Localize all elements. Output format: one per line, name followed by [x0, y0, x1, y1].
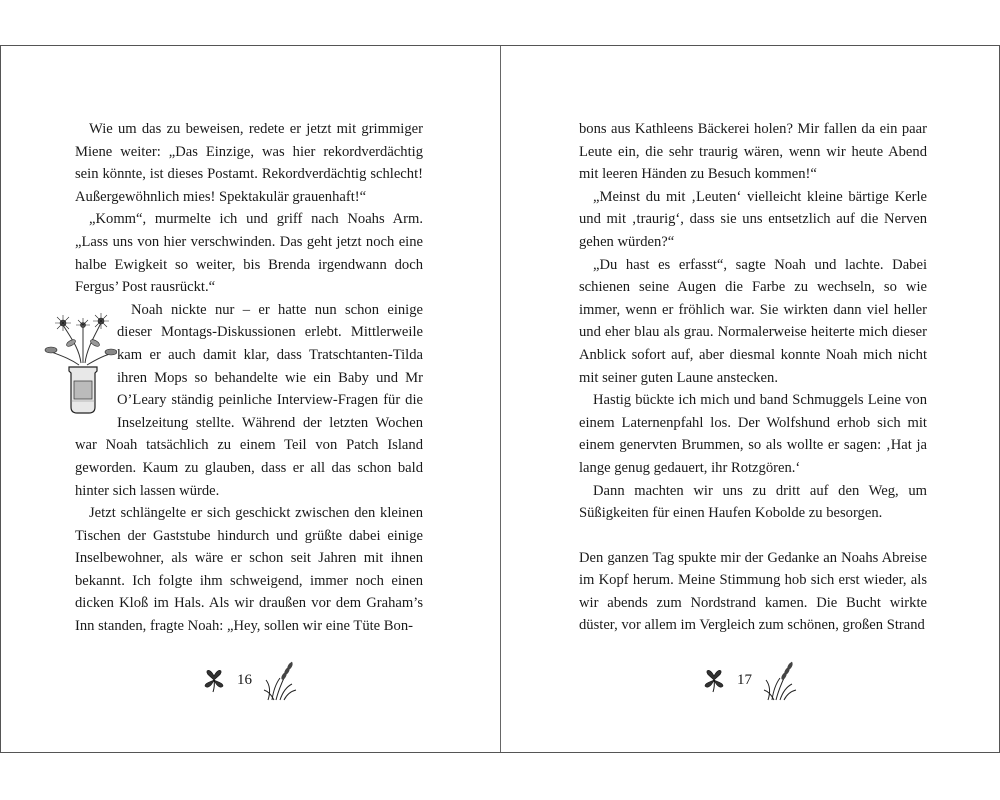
paragraph: „Meinst du mit ‚Leuten‘ vielleicht kleine bärtige Kerle und mit ‚traurig‘, dass sie uns entsetzlich auf die Nerven gehen würden?“: [579, 188, 927, 250]
left-page-text: [75, 118, 423, 638]
paragraph: bons aus Kathleens Bäckerei holen? Mir fallen da ein paar Leute ein, die sehr traurig wären, wenn wir heute Abend mit leeren Händen zu Besuch kommen!“: [579, 121, 927, 183]
page-number: 16: [237, 671, 252, 688]
page-number: 17: [737, 671, 752, 688]
grass-icon: [262, 658, 298, 702]
paragraph: Jetzt schlängelte er sich geschickt zwischen den kleinen Tischen der Gaststube hindurch und grüßte dabei einige Inselbewohner, als wäre er schon seit Jahren mit ihnen bekannt. Ich folgte ihm schweigend, immer noch einen dicken Kloß im Hals. Als wir draußen vor dem Graham’s Inn standen, fragte Noah: „Hey, sollen wir eine Tüte Bon-: [75, 505, 423, 635]
page-footer: [701, 658, 798, 702]
grass-icon: [762, 658, 798, 702]
paragraph: Hastig bückte ich mich und band Schmuggels Leine von einem Laternenpfahl los. Der Wolfshund erhob sich mit einem genervten Brummen, so als wollte er sagen: ‚Hat ja lange genug gedauert, ihr Rotzgören.‘: [579, 392, 927, 476]
clover-icon: [701, 667, 727, 693]
paragraph: „Komm“, murmelte ich und griff nach Noahs Arm. „Lass uns von hier verschwinden. Das geht jetzt noch eine halbe Ewigkeit so weiter, bis Brenda irgendwann doch Fergus’ Post rausrückt.“: [75, 211, 423, 296]
paragraph: Dann machten wir uns zu dritt auf den Weg, um Süßigkeiten für einen Haufen Kobolde zu besorgen.: [579, 482, 927, 522]
left-page: [0, 46, 500, 752]
paragraph-new-section: Den ganzen Tag spukte mir der Gedanke an Noahs Abreise im Kopf herum. Meine Stimmung hob sich erst wieder, als wir abends zum Nordstrand kamen. Die Bucht wirkte düster, vor allem im Vergleich zum schönen, großen Strand: [579, 549, 927, 634]
page-footer: [201, 658, 298, 702]
book-spread: [0, 45, 1000, 753]
paragraph: Wie um das zu beweisen, redete er jetzt mit grimmiger Miene weiter: „Das Einzige, was hier rekordverdächtig sein könnte, ist dieses Postamt. Rekordverdächtig schlecht! Außergewöhnlich mies! Spektakulär grauenhaft!“: [75, 121, 423, 205]
flower-vase-illustration: [41, 303, 117, 415]
right-page: [500, 46, 1000, 752]
clover-icon: [201, 667, 227, 693]
paragraph: „Du hast es erfasst“, sagte Noah und lachte. Dabei schienen seine Augen die Farbe zu wechseln, so wie immer, wenn er fröhlich war. Sie wirkten dann viel heller und eher blau als grau. Normalerweise heiterte mich dieser Anblick sofort auf, aber diesmal konnte Noah mich nicht mit seiner guten Laune anstecken.: [579, 256, 927, 386]
right-page-text: [579, 118, 927, 637]
paragraph-with-illustration: Noah nickte nur – er hatte nun schon einige dieser Montags-Diskussionen erlebt. Mittlerweile kam er auch damit klar, dass Tratschtanten-Tilda ihren Mops so behandelte wie ein Baby und Mr O’Leary ständig peinliche Interview-Fragen für die Inselzeitung stellte. Während der letzten Wochen war Noah tatsächlich zu einem Teil von Patch Island geworden. Kaum zu glauben, dass er all das schon bald hinter sich lassen würde.: [75, 299, 423, 502]
